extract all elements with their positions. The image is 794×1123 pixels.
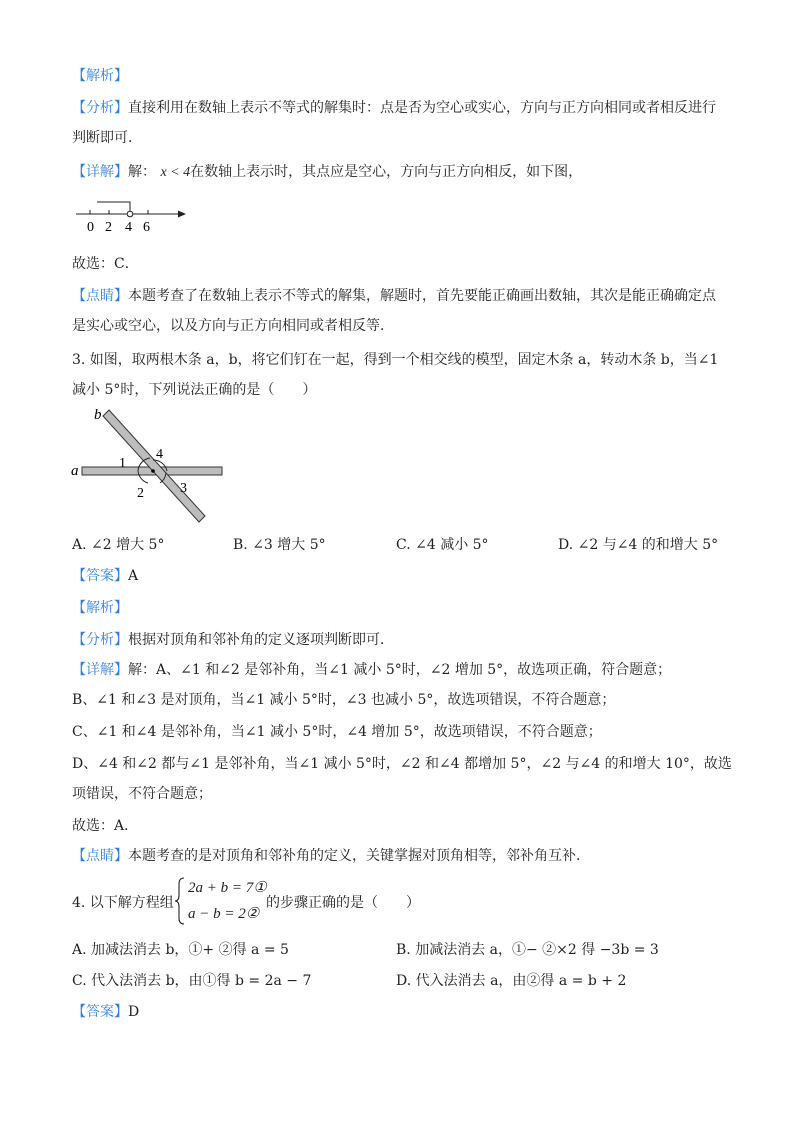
q3-dianjing-tag: 【点睛】 <box>72 848 128 864</box>
q3-answer: A <box>128 568 139 584</box>
q3-dianjing-line <box>72 846 590 866</box>
label-angle-2: 2 <box>137 486 144 501</box>
q3-xiangjie-line-5: 项错误，不符合题意； <box>72 786 212 802</box>
q2-xiangjie-tag: 【详解】 <box>72 164 128 180</box>
q2-fenxi-tag: 【分析】 <box>72 100 128 116</box>
q2-dianjing-tag: 【点睛】 <box>72 288 128 304</box>
q2-jiexi-heading: 【解析】 <box>72 68 128 84</box>
q2-fenxi-line-1 <box>72 98 716 118</box>
label-a: a <box>71 463 79 479</box>
q2-xiangjie-pre: 解： <box>128 164 156 180</box>
q4-equation-1: 2a + b = 7① <box>188 880 267 896</box>
q4-answer-line <box>72 1002 139 1022</box>
q3-dianjing-text: 本题考查的是对顶角和邻补角的定义，关键掌握对顶角相等，邻补角互补． <box>128 848 590 864</box>
label-b: b <box>94 407 102 423</box>
q3-answer-line <box>72 566 138 586</box>
q3-xiangjie-line-3: C、∠1 和∠4 是邻补角，当∠1 减小 5°时，∠4 增加 5°，故选项错误，不符合题意； <box>72 724 602 740</box>
q2-guxuan: 故选：C． <box>72 256 139 272</box>
q3-fenxi-tag: 【分析】 <box>72 632 128 648</box>
q3-option-c[interactable]: C. ∠4 减小 5° <box>396 537 489 553</box>
q4-option-d[interactable]: D. 代入法消去 a，由②得 a = b + 2 <box>396 973 627 989</box>
tick-label-4: 4 <box>125 220 132 235</box>
q3-option-d[interactable]: D. ∠2 与∠4 的和增大 5° <box>558 537 719 553</box>
q3-option-a[interactable]: A. ∠2 增大 5° <box>72 537 165 553</box>
q4-option-b[interactable]: B. 加减法消去 a，①− ②×2 得 −3b = 3 <box>396 942 659 958</box>
q4-answer: D <box>128 1004 140 1020</box>
intersecting-lines-figure <box>66 404 232 530</box>
q2-fenxi-line-2: 判断即可． <box>72 130 142 146</box>
q4-stem-pre: 4. 以下解方程组 <box>72 895 174 911</box>
equation-brace <box>174 876 186 926</box>
q3-stem-line-1: 3. 如图，取两根木条 a，b，将它们钉在一起，得到一个相交线的模型，固定木条 a，转动木条 b，当∠1 <box>72 352 719 368</box>
q3-fenxi-text: 根据对顶角和邻补角的定义逐项判断即可． <box>128 632 394 648</box>
q2-xiangjie-post: 在数轴上表示时，其点应是空心，方向与正方向相反，如下图， <box>190 164 583 180</box>
q3-xiangjie-text-1: 解：A、∠1 和∠2 是邻补角，当∠1 减小 5°时，∠2 增加 5°，故选项正确，符合题意； <box>128 662 672 678</box>
label-angle-1: 1 <box>119 456 126 471</box>
q2-dianjing-text-1: 本题考查了在数轴上表示不等式的解集，解题时，首先要能正确画出数轴，其次是能正确确定点 <box>128 288 716 304</box>
q3-xiangjie-tag: 【详解】 <box>72 662 128 678</box>
q3-daan-tag: 【答案】 <box>72 568 128 584</box>
q2-xiangjie-line <box>72 162 582 183</box>
number-line-figure <box>72 196 196 236</box>
q3-jiexi-heading: 【解析】 <box>72 600 128 616</box>
q3-stem-line-2: 减小 5°时，下列说法正确的是（ ） <box>72 382 317 398</box>
solution-ray <box>97 202 130 211</box>
q3-fenxi-line <box>72 630 394 650</box>
q4-equation-2: a − b = 2② <box>188 906 260 922</box>
q4-daan-tag: 【答案】 <box>72 1004 128 1020</box>
label-angle-3: 3 <box>180 481 187 496</box>
q3-xiangjie-line-4: D、∠4 和∠2 都与∠1 是邻补角，当∠1 减小 5°时，∠2 和∠4 都增加 5°，∠2 与∠4 的和增大 10°，故选 <box>72 756 732 772</box>
tick-label-2: 2 <box>105 220 112 235</box>
hollow-point <box>127 211 133 217</box>
tick-label-0: 0 <box>87 220 94 235</box>
q2-fenxi-text-1: 直接利用在数轴上表示不等式的解集时：点是否为空心或实心，方向与正方向相同或者相反进行 <box>128 100 716 116</box>
q3-xiangjie-line-1 <box>72 660 671 680</box>
q3-xiangjie-line-2: B、∠1 和∠3 是对顶角，当∠1 减小 5°时，∠3 也减小 5°，故选项错误，不符合题意； <box>72 692 616 708</box>
number-line-arrow <box>178 211 186 218</box>
label-angle-4: 4 <box>156 447 163 462</box>
q2-dianjing-line-1 <box>72 286 716 306</box>
q2-inequality: x < 4 <box>160 165 191 180</box>
q3-guxuan: 故选：A． <box>72 818 139 834</box>
q4-option-a[interactable]: A. 加减法消去 b，①+ ②得 a = 5 <box>72 942 289 958</box>
q4-stem-post: 的步骤正确的是（ ） <box>266 895 420 911</box>
nail-point <box>151 469 155 473</box>
q3-option-b[interactable]: B. ∠3 增大 5° <box>233 537 326 553</box>
q2-dianjing-line-2: 是实心或空心，以及方向与正方向相同或者相反等． <box>72 318 394 334</box>
q4-option-c[interactable]: C. 代入法消去 b，由①得 b = 2a − 7 <box>72 973 312 989</box>
tick-label-6: 6 <box>143 220 150 235</box>
